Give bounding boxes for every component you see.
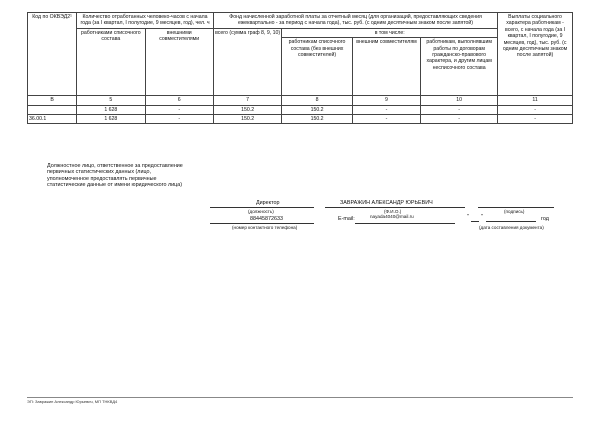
- table-cell: 36.00.1: [28, 115, 77, 124]
- table-cell: 150.2: [213, 105, 281, 114]
- date-quote-close: ": [481, 214, 483, 220]
- table-cell: 150.2: [282, 115, 353, 124]
- column-number: 11: [498, 96, 573, 105]
- table-cell: -: [498, 105, 573, 114]
- email-value: nayada4040@mail.ru: [370, 214, 414, 219]
- column-number: 7: [213, 96, 281, 105]
- phone-value: 88445872633: [250, 216, 283, 222]
- column-number: В: [28, 96, 77, 105]
- table-cell: -: [498, 115, 573, 124]
- header-fund-total: всего (сумма граф 8, 9, 10): [213, 28, 281, 95]
- email-label: E-mail:: [338, 216, 355, 222]
- column-number: 6: [145, 96, 213, 105]
- date-caption: (дата составления документа): [479, 225, 544, 230]
- header-including: в том числе:: [282, 28, 498, 37]
- column-number: 5: [77, 96, 145, 105]
- table-cell: -: [352, 105, 420, 114]
- table-cell: 1 628: [77, 115, 145, 124]
- column-number: 8: [282, 96, 353, 105]
- table-cell: -: [145, 115, 213, 124]
- date-quote-open: ": [467, 214, 469, 220]
- table-cell: -: [145, 105, 213, 114]
- header-fund-list: работникам списочного состава (без внешних совместителей): [282, 38, 353, 96]
- table-cell: -: [421, 105, 498, 114]
- header-fund-external: внешним совместителям: [352, 38, 420, 96]
- table-cell: -: [352, 115, 420, 124]
- position-value: Директор: [256, 200, 280, 206]
- header-hours: Количество отработанных человеко-часов с начала года (за I квартал, I полугодие, 9 месяцев, год), чел. ч: [77, 13, 214, 29]
- phone-caption: (номер контактного телефона): [232, 225, 298, 230]
- electronic-signature-footer: ЭП: Завражин Александр Юрьевич, МП ТНКВД4: [27, 399, 118, 404]
- header-wage-fund: Фонд начисленной заработной платы за отчетный месяц (для организаций, предоставляющих сведения ежеквартально - за период с начала года), тыс. руб. (с одним десятичным знаком после запятой): [213, 13, 497, 29]
- header-hours-list: работниками списочного состава: [77, 28, 145, 95]
- table-cell: -: [421, 115, 498, 124]
- header-social-payments: Выплаты социального характера работникам - всего, с начала года (за I квартал, I полугодие, 9 месяцев, год), тыс. руб. (с одним десятичным знаком после запятой): [498, 13, 573, 96]
- column-number: 10: [421, 96, 498, 105]
- header-fund-civil-contracts: работникам, выполнявшим работы по договорам гражданско-правового характера, и другим лицам несписочного состава: [421, 38, 498, 96]
- signature-caption: (подпись): [504, 209, 525, 214]
- header-code: Код по ОКВЭД2¹: [28, 13, 77, 96]
- statistics-table: [27, 12, 573, 124]
- table-cell: 150.2: [213, 115, 281, 124]
- full-name-value: ЗАВРАЖИН АЛЕКСАНДР ЮРЬЕВИЧ: [340, 200, 433, 206]
- table-cell: [28, 105, 77, 114]
- position-caption: (должность): [248, 209, 274, 214]
- header-hours-external: внешними совместителями: [145, 28, 213, 95]
- responsible-person-text: Должностное лицо, ответственное за предоставление первичных статистических данных (лицо, уполномоченное предоставлять первичные статистические данные от имени юридического лица): [47, 163, 183, 189]
- table-row: [28, 105, 573, 114]
- column-number: 9: [352, 96, 420, 105]
- column-numbers-row: [28, 96, 573, 105]
- year-label: год: [541, 216, 549, 222]
- table-row: [28, 115, 573, 124]
- full-name-caption: (Ф.И.О.): [384, 209, 402, 214]
- table-cell: 150.2: [282, 105, 353, 114]
- table-cell: 1 628: [77, 105, 145, 114]
